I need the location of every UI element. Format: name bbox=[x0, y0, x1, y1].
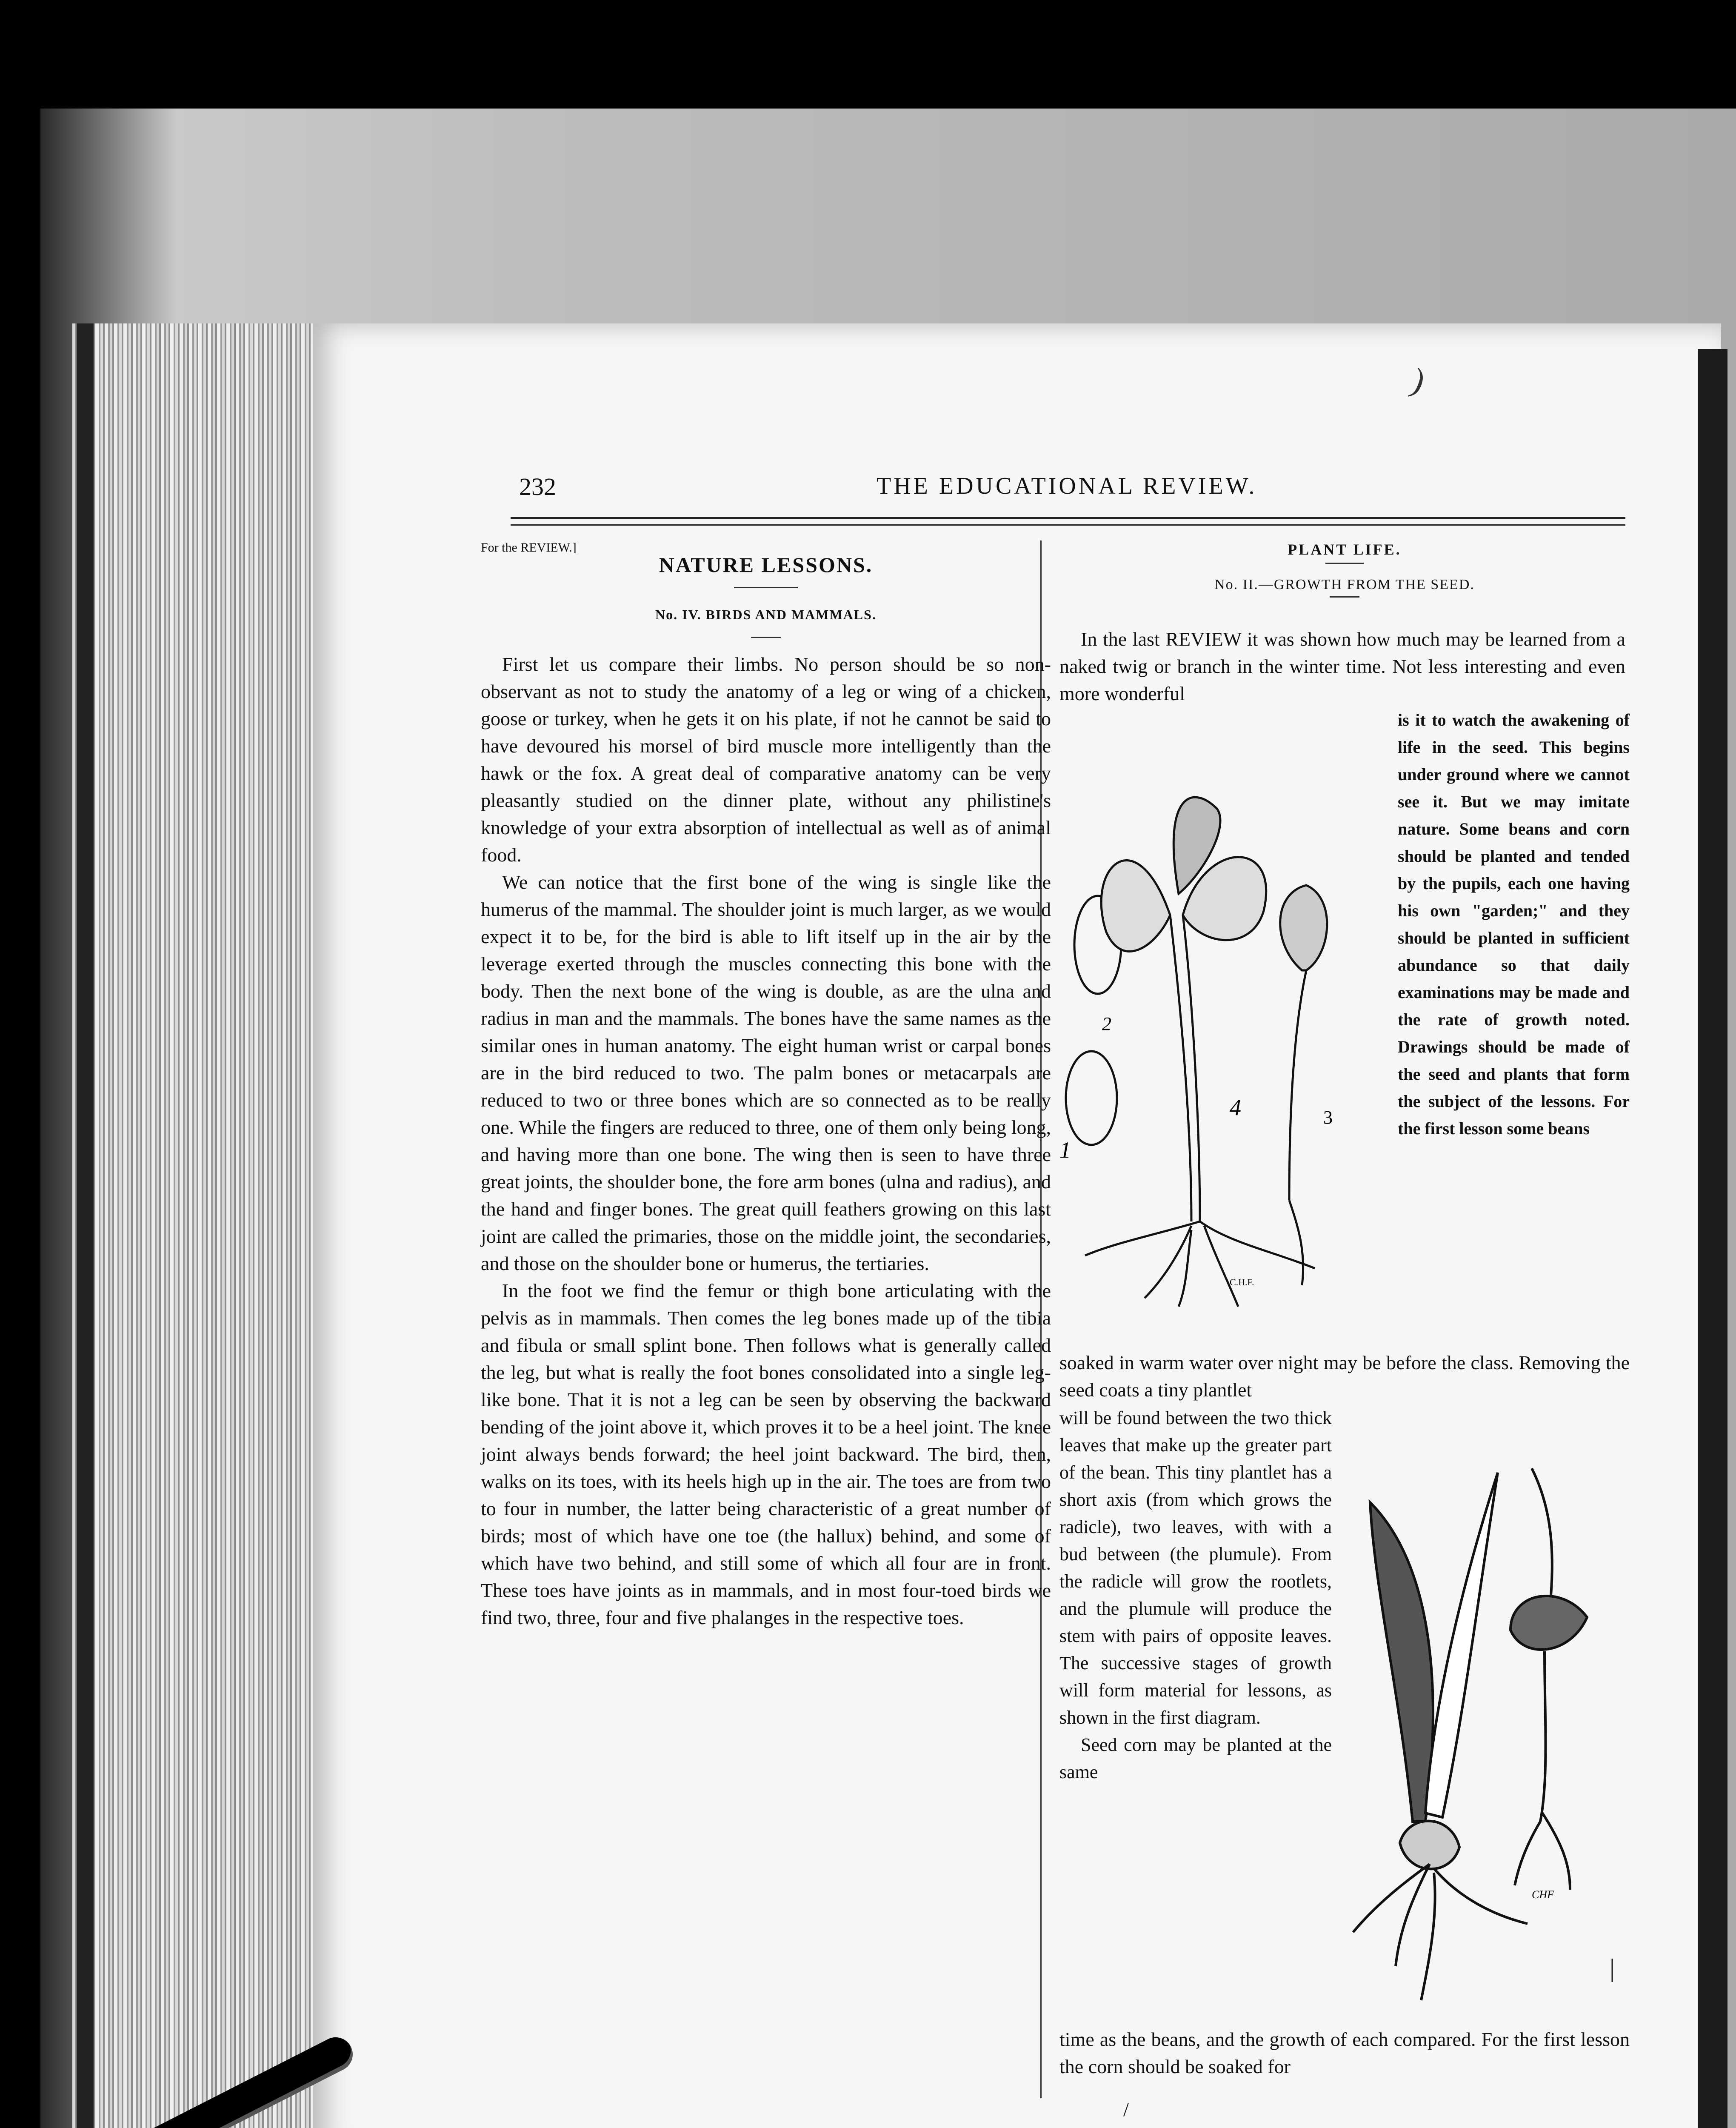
plant-text-ending: time as the beans, and the growth of each compared. For the first lesson the corn should be soaked for bbox=[1059, 2028, 1630, 2077]
page-number: 232 bbox=[519, 473, 556, 501]
figure-signature: C.H.F. bbox=[1230, 1277, 1254, 1287]
pencil-mark: ) bbox=[1406, 361, 1430, 400]
running-head: THE EDUCATIONAL REVIEW. bbox=[877, 473, 1257, 499]
bean-growth-figure bbox=[1051, 732, 1379, 1311]
corn-leaf bbox=[1370, 1502, 1433, 1822]
paragraph: We can notice that the first bone of the wing is single like the humerus of the mammal. The shoulder joint is much larger, as we would expect it to be, for the bird is able to lift itself up in the air by the leverage exerted through the muscles connecting this bone with the body. Then the next bone of the wing is double, as are the ulna and radius in man and the mammals. The bones have the same names as the similar ones in human anatomy. The eight human wrist or carpal bones are in the bird reduced to two. The palm bones or metacarpals are reduced to two or three bones which are so connected as to be really one. While the fingers are reduced to three, one of them only being long, and having more than one bone. The wing then is seen to have three great joints, the shoulder bone, the fore arm bones (ulna and radius), and the hand and finger bones. The great quill feathers growing on this last joint are called the primaries, those on the middle joint, the secondaries, and those on the shoulder bone or humerus, the tertiaries. bbox=[481, 871, 1051, 1274]
figure-label-1: 1 bbox=[1059, 1137, 1071, 1163]
bean-cotyledon bbox=[1280, 885, 1327, 970]
nature-lessons-article bbox=[481, 534, 1051, 1631]
plant-intro: In the last REVIEW it was shown how much may be learned from a naked twig or branch in the winter time. Not less interesting and even more wonderful bbox=[1059, 628, 1625, 704]
margin-mark: / bbox=[1123, 2099, 1129, 2120]
figure-label-4: 4 bbox=[1230, 1095, 1241, 1120]
plant-text-beside-fig1: is it to watch the awakening of life in the seed. This begins under ground where we cannot see it. But we may imitate nature. Some beans and corn should be planted and tended by the pupils, each one having his own "garden;" and they should be planted in sufficient abundance so that daily examinations may be made and the rate of growth noted. Drawings should be made of the seed and plants that form the subject of the lessons. For the first lesson some beans bbox=[1398, 710, 1630, 1138]
paragraph: First let us compare their limbs. No person should be so non-observant as not to study the anatomy of a leg or wing of a chicken, goose or turkey, when he gets it on his plate, if not he cannot be said to have devoured his morsel of bird muscle more intelligently than the hawk or the fox. A great deal of comparative anatomy can be very pleasantly studied on the dinner plate, without any philistine's knowledge of your extra absorption of intellectual as well as of animal food. bbox=[481, 653, 1051, 866]
article-subtitle: No. IV. BIRDS AND MAMMALS. bbox=[655, 607, 877, 622]
subtitle-rule bbox=[751, 637, 781, 638]
figure-label-2: 2 bbox=[1102, 1013, 1111, 1034]
plant-text-beside-fig2: will be found between the two thick leaves that make up the greater part of the bean. This tiny plantlet has a short axis (from which grows the radicle), two leaves, with with a bud between (the plumule). From the radicle will grow the rootlets, and the plumule will produce the stem with pairs of opposite leaves. The successive stages of growth will form material for lessons, as shown in the first diagram. Seed corn may be planted at the same bbox=[1059, 1407, 1332, 1782]
article-subtitle: No. II.—GROWTH FROM THE SEED. bbox=[1214, 577, 1475, 592]
figure-signature: CHF bbox=[1532, 1888, 1554, 1901]
for-the-review-note: For the REVIEW.] bbox=[481, 541, 577, 555]
corn-seed bbox=[1400, 1821, 1459, 1869]
corn-kernel bbox=[1510, 1596, 1587, 1650]
article-title: PLANT LIFE. bbox=[1288, 541, 1402, 558]
header-rule bbox=[511, 517, 1625, 519]
margin-mark: | bbox=[1610, 1954, 1615, 1982]
title-rule bbox=[1325, 563, 1364, 564]
page-gutter bbox=[1698, 349, 1727, 2128]
plant-text-continue: soaked in warm water over night may be before the class. Removing the seed coats a tiny plantlet bbox=[1059, 1352, 1630, 1401]
corn-leaf bbox=[1425, 1473, 1498, 1817]
paragraph: In the foot we find the femur or thigh bone articulating with the pelvis as in mammals. Then comes the leg bones made up of the tibia and fibula or small splint bone. Then follows what is generally called the leg, but what is really the foot bones consolidated into a single leg-like bone. That it is not a leg can be seen by observing the backward bending of the joint above it, which proves it to be a heel joint. The knee joint always bends forward; the heel joint backward. The bird, then, walks on its toes, with its heels high up in the air. The toes are from two to four in number, the latter being characteristic of a great number of birds; most of which have one toe (the hallux) behind, and some of which have two behind, and still some of which all four are in front. These toes have joints as in mammals, and in most four-toed birds we find two, three, four and five phalanges in the respective toes. bbox=[481, 1280, 1051, 1628]
subtitle-rule bbox=[1330, 596, 1359, 598]
title-rule bbox=[734, 587, 798, 588]
spine-shadow bbox=[77, 323, 94, 2128]
bean-seed-1 bbox=[1066, 1051, 1117, 1145]
page-edges bbox=[72, 323, 315, 2128]
bean-stem-3 bbox=[1289, 970, 1306, 1200]
page-header bbox=[519, 472, 1689, 506]
plant-life-heading bbox=[1059, 541, 1630, 598]
bean-leaf bbox=[1101, 861, 1170, 952]
article-title: NATURE LESSONS. bbox=[659, 553, 873, 577]
figure-label-3: 3 bbox=[1323, 1107, 1333, 1128]
header-rule-thin bbox=[511, 524, 1625, 526]
corn-growth-figure bbox=[1349, 1439, 1651, 2009]
